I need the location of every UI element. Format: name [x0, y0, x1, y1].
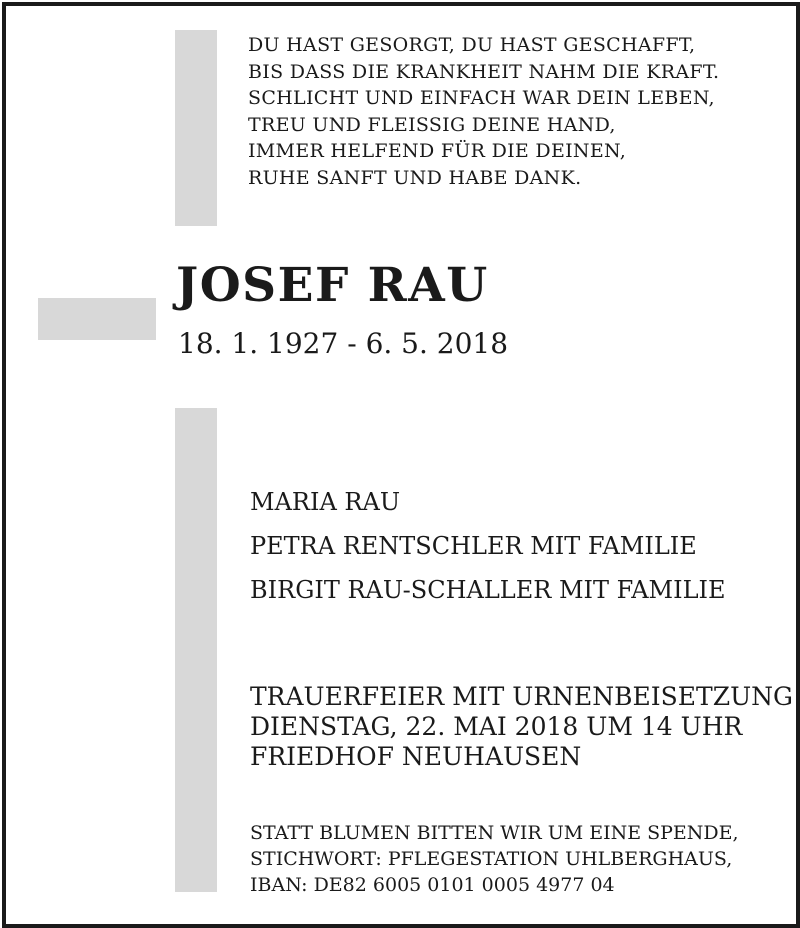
cross-lower-beam — [175, 408, 217, 892]
mourner-name: BIRGIT RAU-SCHALLER MIT FAMILIE — [250, 576, 726, 604]
ceremony-line: FRIEDHOF NEUHAUSEN — [250, 742, 582, 771]
deceased-name: JOSEF RAU — [176, 258, 489, 313]
donation-line: IBAN: DE82 6005 0101 0005 4977 04 — [250, 874, 615, 896]
mourner-name: MARIA RAU — [250, 488, 401, 516]
mourners-list — [250, 480, 780, 612]
poem-line: DU HAST GESORGT, DU HAST GESCHAFFT, — [248, 34, 696, 56]
poem-line: SCHLICHT UND EINFACH WAR DEIN LEBEN, — [248, 87, 715, 109]
ceremony-line: DIENSTAG, 22. MAI 2018 UM 14 UHR — [250, 712, 743, 741]
donation-line: STICHWORT: PFLEGESTATION UHLBERGHAUS, — [250, 848, 733, 870]
donation-line: STATT BLUMEN BITTEN WIR UM EINE SPENDE, — [250, 822, 739, 844]
poem-line: IMMER HELFEND FÜR DIE DEINEN, — [248, 140, 627, 162]
poem-line: RUHE SANFT UND HABE DANK. — [248, 166, 582, 189]
ceremony-line: TRAUERFEIER MIT URNENBEISETZUNG — [250, 682, 794, 711]
donation-info — [250, 820, 780, 898]
cross-arm-beam — [38, 298, 156, 340]
poem-line: BIS DASS DIE KRANKHEIT NAHM DIE KRAFT. — [248, 60, 720, 83]
poem-line: TREU UND FLEISSIG DEINE HAND, — [248, 113, 616, 136]
life-dates: 18. 1. 1927 - 6. 5. 2018 — [178, 327, 509, 360]
cross-upper-beam — [175, 30, 217, 226]
ceremony-info — [250, 682, 794, 772]
poem — [248, 32, 778, 191]
mourner-name: PETRA RENTSCHLER MIT FAMILIE — [250, 532, 697, 560]
